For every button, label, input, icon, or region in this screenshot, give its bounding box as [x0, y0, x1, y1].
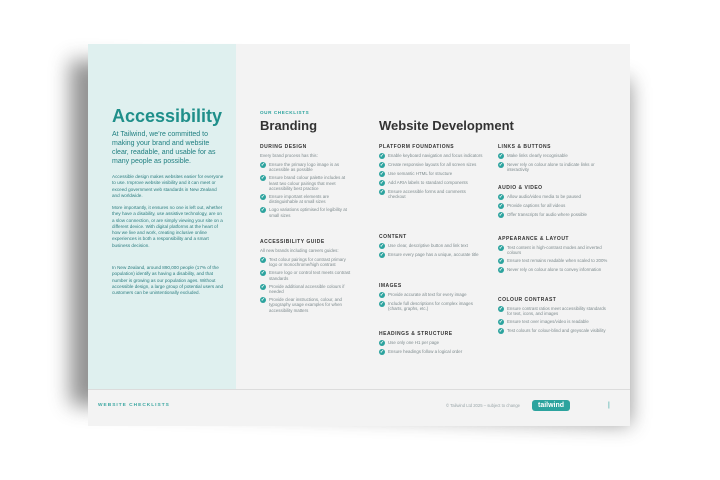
during-design-intro: Every brand process has this: — [260, 153, 318, 158]
check-icon: ✓ — [379, 301, 385, 307]
list-item: ✓ Test content in high-contrast modes and inverted colours — [498, 245, 602, 256]
list-item: ✓ Ensure text over images/video is readable — [498, 319, 589, 326]
footer-label: WEBSITE CHECKLISTS — [98, 403, 170, 408]
branding-title: Branding — [260, 118, 318, 133]
check-icon: ✓ — [260, 297, 266, 304]
during-design-heading: DURING DESIGN — [260, 144, 307, 150]
check-icon: ✓ — [379, 153, 385, 159]
list-item: ✓ Never rely on colour alone to convey information — [498, 267, 602, 274]
check-icon: ✓ — [260, 175, 266, 182]
page-marker: | — [608, 402, 610, 409]
list-item: ✓ Logo variations optimised for legibility at small sizes — [260, 207, 347, 218]
links-list — [498, 153, 608, 175]
accessibility-guide-list — [260, 257, 355, 316]
list-item: ✓ Provide accurate alt text for every image — [379, 292, 467, 298]
list-item: ✓ Ensure text remains readable when scaled to 200% — [498, 258, 608, 265]
list-item: ✓ Ensure important elements are distinguishable at small sizes — [260, 194, 330, 205]
colour-contrast-heading: COLOUR CONTRAST — [498, 297, 557, 303]
check-icon: ✓ — [498, 245, 504, 251]
list-item: ✓ Test colours for colour-blind and greyscale visibility — [498, 328, 606, 335]
list-item: ✓ Ensure headings follow a logical order — [379, 349, 463, 355]
list-item: ✓ Text colour pairings for contrast primary logo or monochrome/high contrast — [260, 257, 346, 268]
accessibility-guide-heading: ACCESSIBILITY GUIDE — [260, 239, 325, 245]
appearance-heading: APPEARANCE & LAYOUT — [498, 236, 569, 242]
list-item: ✓ Provide captions for all videos — [498, 203, 566, 209]
audio-video-list — [498, 194, 608, 221]
list-item: ✓ Make links clearly recognisable — [498, 153, 568, 159]
list-item: ✓ Use clear, descriptive button and link text — [379, 243, 468, 249]
check-icon: ✓ — [498, 319, 504, 326]
check-icon: ✓ — [260, 283, 266, 290]
check-icon: ✓ — [379, 162, 385, 168]
list-item: ✓ Ensure accessible forms and comments checkout — [379, 189, 466, 200]
headings-list — [379, 340, 484, 358]
check-icon: ✓ — [498, 153, 504, 159]
intro-paragraph-1: Accessible design makes websites easier for everyone to use. Improve website visibility and it can meet or exceed government web standards in New Zealand and worldwide. — [112, 174, 224, 198]
page-footer — [88, 389, 630, 426]
page-title: Accessibility — [112, 106, 223, 126]
list-item: ✓ Enable keyboard navigation and focus indicators — [379, 153, 483, 159]
check-icon: ✓ — [260, 257, 266, 263]
accessibility-guide-intro: All new brands including careers guides: — [260, 248, 339, 253]
check-icon: ✓ — [379, 243, 385, 249]
appearance-list — [498, 245, 608, 276]
intro-paragraph-2: More importantly, it ensures no one is left out, whether they have a disability, use assistive technology, are on a slow connection, or are simply viewing your site on a different device. With digital platforms at the heart of how we live and work, creating inclusive online experiences is both a responsibility and a smart business decision. — [112, 205, 223, 248]
list-item: ✓ Ensure brand colour palette includes at least two colour pairings that meet accessibility best practice — [260, 175, 346, 191]
check-icon: ✓ — [498, 328, 504, 335]
list-item: ✓ Ensure contrast ratios meet accessibility standards for text, icons, and images — [498, 306, 606, 317]
check-icon: ✓ — [379, 180, 385, 186]
list-item: ✓ Use semantic HTML for structure — [379, 171, 453, 177]
check-icon: ✓ — [260, 270, 266, 277]
content-heading: CONTENT — [379, 234, 407, 240]
platform-list — [379, 153, 484, 202]
website-development-title: Website Development — [379, 118, 514, 133]
intro-lead: At Tailwind, we’re committed to making your brand and website clear, readable, and usable for as many people as possible. — [112, 131, 216, 165]
check-icon: ✓ — [498, 212, 504, 218]
check-icon: ✓ — [260, 207, 266, 214]
list-item: ✓ Never rely on colour alone to indicate links or interactivity — [498, 162, 595, 173]
check-icon: ✓ — [379, 349, 385, 355]
document-page — [88, 44, 630, 426]
check-icon: ✓ — [498, 194, 504, 200]
check-icon: ✓ — [260, 162, 266, 168]
content-list — [379, 243, 484, 261]
check-icon: ✓ — [379, 189, 385, 195]
headings-heading: HEADINGS & STRUCTURE — [379, 331, 453, 337]
check-icon: ✓ — [498, 203, 504, 209]
list-item: ✓ Ensure logo or control text meets contrast standards — [260, 270, 351, 281]
images-heading: IMAGES — [379, 283, 402, 289]
list-item: ✓ Add ARIA labels to standard components — [379, 180, 468, 186]
check-icon: ✓ — [379, 292, 385, 298]
check-icon: ✓ — [379, 340, 385, 346]
images-list — [379, 292, 484, 314]
footer-copyright: © Tailwind Ltd 2025 – subject to change — [446, 403, 521, 408]
colour-contrast-list — [498, 306, 608, 337]
links-heading: LINKS & BUTTONS — [498, 144, 551, 150]
intro-paragraph-3: In New Zealand, around 890,000 people (17% of the population) identify as having a disability, and that number is growing as our population ages. Without accessible design, a large group of potential users and customers can be unintentionally excluded. — [112, 265, 224, 296]
list-item: ✓ Offer transcripts for audio where possible — [498, 212, 587, 218]
list-item: ✓ Use only one H1 per page — [379, 340, 440, 346]
checklists-eyebrow: OUR CHECKLISTS — [260, 110, 310, 115]
during-design-list — [260, 162, 355, 221]
list-item: ✓ Provide additional accessible colours if needed — [260, 283, 345, 295]
check-icon: ✓ — [498, 306, 504, 312]
list-item: ✓ Provide clear instructions, colour, and typography usage examples for when accessibility matters — [260, 297, 342, 313]
check-icon: ✓ — [379, 252, 385, 258]
check-icon: ✓ — [498, 162, 504, 168]
tailwind-logo: tailwind — [532, 400, 570, 411]
platform-heading: PLATFORM FOUNDATIONS — [379, 144, 455, 150]
check-icon: ✓ — [260, 194, 266, 201]
list-item: ✓ Create responsive layouts for all screen sizes — [379, 162, 477, 168]
check-icon: ✓ — [498, 267, 504, 274]
checklists-panel — [236, 44, 630, 389]
check-icon: ✓ — [379, 171, 385, 177]
list-item: ✓ Ensure every page has a unique, accurate title — [379, 252, 479, 258]
list-item: ✓ Allow audio/video media to be paused — [498, 194, 581, 200]
audio-video-heading: AUDIO & VIDEO — [498, 185, 543, 191]
list-item: ✓ Ensure the primary logo image is as accessible as possible — [260, 162, 340, 173]
list-item: ✓ Include full descriptions for complex images (charts, graphs, etc.) — [379, 301, 473, 312]
intro-panel — [88, 44, 236, 389]
check-icon: ✓ — [498, 258, 504, 265]
